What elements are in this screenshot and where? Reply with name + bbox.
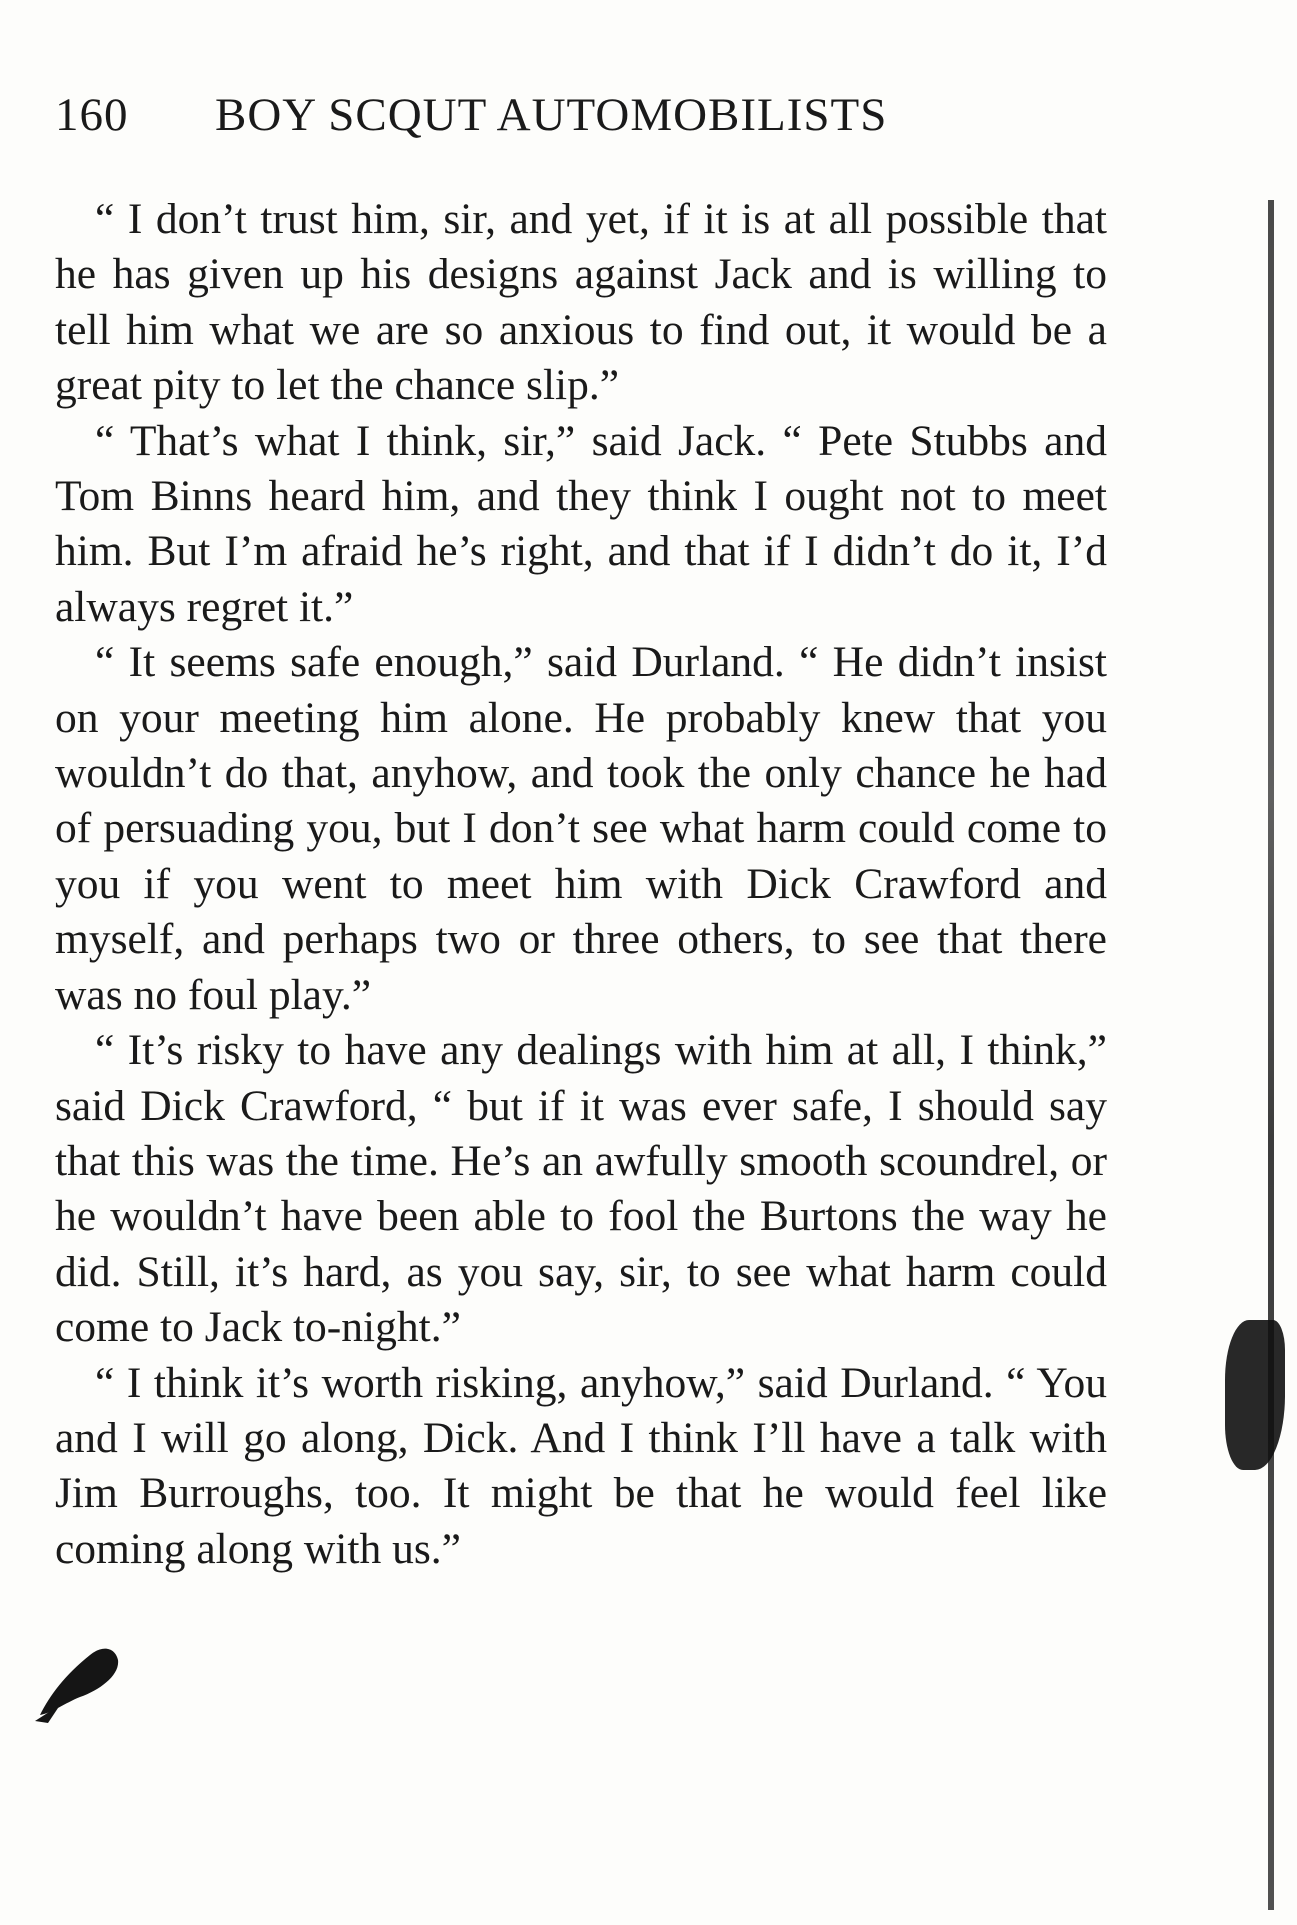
paragraph: “ That’s what I think, sir,” said Jack. “ Pete Stubbs and Tom Binns heard him, and they think I ought not to meet him. But I’m afraid he’s right, and that if I didn’t do it, I’d always regret it.” [55,416,1107,631]
ink-blot [1225,1320,1285,1470]
ink-smudge-mark [30,1635,125,1725]
paragraph: “ I don’t trust him, sir, and yet, if it is at all possible that he has given up his designs against Jack and is willing to tell him what we are so anxious to find out, it would be a great pity to let the chance slip.” [55,195,1107,410]
binding-shadow [1268,200,1274,1910]
running-head [55,88,1105,148]
paragraph: “ It’s risky to have any dealings with him at all, I think,” said Dick Crawford, “ but if it was ever safe, I should say that this was the time. He’s an awfully smooth scoundrel, or he wouldn’t have been able to fool the Burtons the way he did. Still, it’s hard, as you say, sir, to see what harm could come to Jack to-night.” [55,1026,1107,1352]
paragraph: “ I think it’s worth risking, anyhow,” said Durland. “ You and I will go along, Dick. And I think I’ll have a talk with Jim Burroughs, too. It might be that he would feel like coming along with us.” [55,1358,1107,1573]
paragraph: “ It seems safe enough,” said Durland. “ He didn’t insist on your meeting him alone. He probably knew that you wouldn’t do that, anyhow, and took the only chance he had of persuading you, but I don’t see what harm could come to you if you went to meet him with Dick Crawford and myself, and perhaps two or three others, to see that there was no foul play.” [55,638,1107,1019]
body-text [55,192,1107,1577]
book-title: BOY SCQUT AUTOMOBILISTS [215,89,888,141]
page-number: 160 [55,89,129,141]
